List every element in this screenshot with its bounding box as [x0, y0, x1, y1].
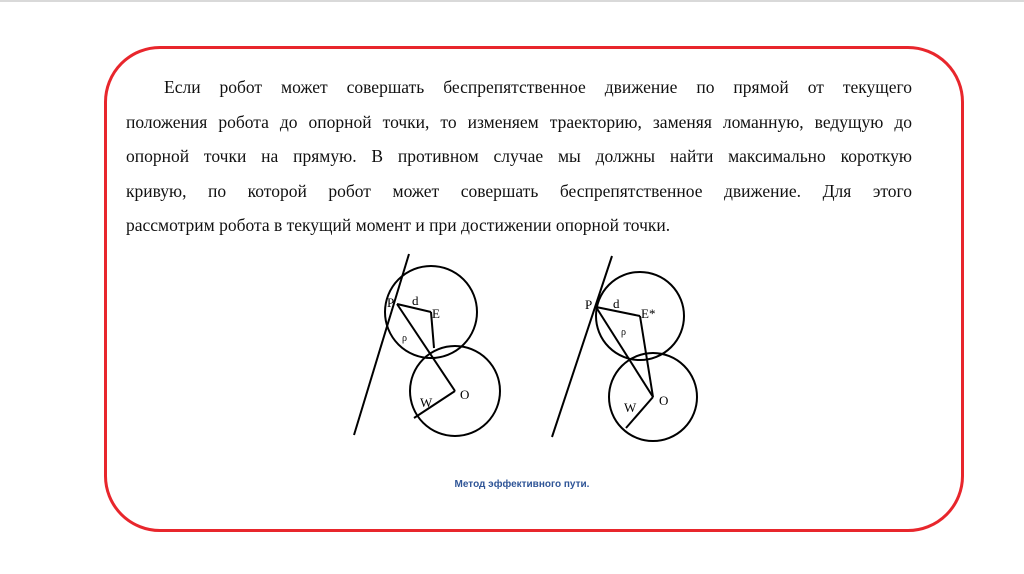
right-label-w: W [624, 400, 637, 415]
left-label-o: O [460, 387, 470, 402]
paragraph-line: рассмотрим робота в текущий момент и при достижении опорной точки. [126, 215, 671, 236]
right-label-o: O [659, 393, 669, 408]
left-label-d: d [412, 293, 419, 308]
paragraph-line: опорной точки на прямую. В противном случае мы должны найти максимально короткую [126, 146, 912, 167]
top-divider [0, 0, 1024, 2]
right-label-rho: ρ [621, 327, 626, 338]
paragraph-line: Если робот может совершать беспрепятственное движение по прямой от текущего [164, 77, 912, 97]
left-obstacle-line [354, 254, 409, 435]
left-label-rho: ρ [402, 333, 407, 344]
paragraph-line: положения робота до опорной точки, то изменяем траекторию, заменяя ломанную, ведущую до [126, 111, 912, 132]
right-label-e: E* [641, 306, 656, 321]
paragraph-line: кривую, по которой робот может совершать беспрепятственное движение. Для этого [126, 180, 912, 201]
right-label-p: P [585, 297, 593, 312]
right-obstacle-line [552, 256, 612, 437]
right-label-d: d [613, 296, 620, 311]
left-label-w: W [420, 395, 433, 410]
left-label-e: E [432, 306, 440, 321]
left-label-p: P [387, 295, 395, 310]
right-segment-pe [640, 316, 653, 397]
figure-caption: Метод эффективного пути. [454, 479, 590, 490]
paragraph [126, 70, 912, 243]
effective-path-figure [330, 250, 730, 450]
